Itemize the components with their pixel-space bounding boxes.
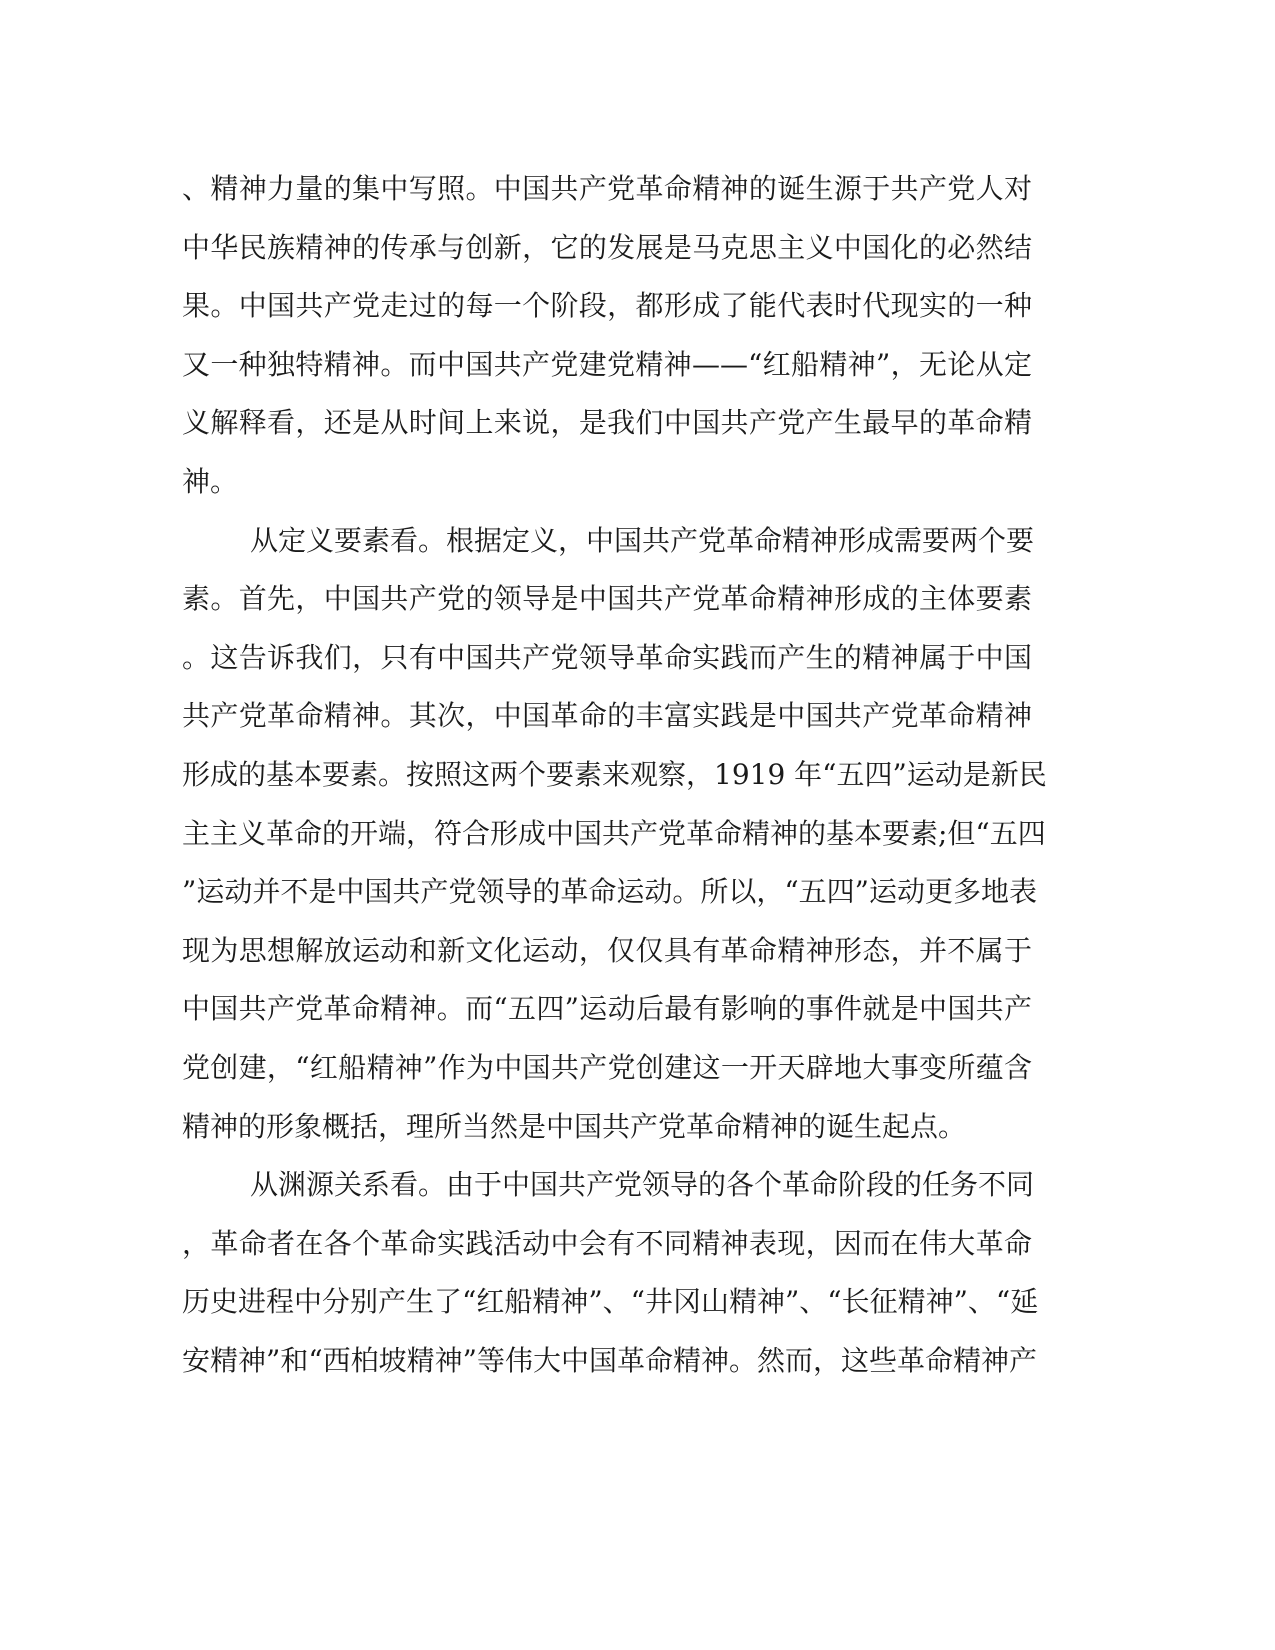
text-line: 神。 <box>182 464 239 498</box>
text-line: ”运动并不是中国共产党领导的革命运动。所以，“五四”运动更多地表 <box>182 875 1037 909</box>
text-line: ，革命者在各个革命实践活动中会有不同精神表现，因而在伟大革命 <box>182 1226 1032 1260</box>
text-line: 历史进程中分别产生了“红船精神”、“井冈山精神”、“长征精神”、“延 <box>182 1285 1039 1319</box>
text-line: 、精神力量的集中写照。中国共产党革命精神的诞生源于共产党人对 <box>182 172 1032 205</box>
body-text <box>182 160 1047 1390</box>
text-line: 党创建，“红船精神”作为中国共产党创建这一开天辟地大事变所蕴含 <box>182 1050 1032 1084</box>
text-line: 义解释看，还是从时间上来说，是我们中国共产党产生最早的革命精 <box>182 406 1032 440</box>
text-line: 形成的基本要素。按照这两个要素来观察，1919 年“五四”运动是新民 <box>182 757 1047 791</box>
text-line: 又一种独特精神。而中国共产党建党精神——“红船精神”，无论从定 <box>182 347 1032 381</box>
text-line: 中华民族精神的传承与创新，它的发展是马克思主义中国化的必然结 <box>182 230 1032 264</box>
text-line: 安精神”和“西柏坡精神”等伟大中国革命精神。然而，这些革命精神产 <box>182 1343 1037 1377</box>
text-line: 中国共产党革命精神。而“五四”运动后最有影响的事件就是中国共产 <box>182 992 1032 1026</box>
text-line: 主主义革命的开端，符合形成中国共产党革命精神的基本要素;但“五四 <box>182 816 1046 850</box>
text-line: 共产党革命精神。其次，中国革命的丰富实践是中国共产党革命精神 <box>182 699 1032 733</box>
text-line: 素。首先，中国共产党的领导是中国共产党革命精神形成的主体要素 <box>182 582 1032 616</box>
text-line: 。这告诉我们，只有中国共产党领导革命实践而产生的精神属于中国 <box>182 640 1032 674</box>
paragraph-first-line: 从定义要素看。根据定义，中国共产党革命精神形成需要两个要 <box>250 523 1035 557</box>
text-line: 果。中国共产党走过的每一个阶段，都形成了能代表时代现实的一种 <box>182 289 1032 323</box>
paragraph-first-line: 从渊源关系看。由于中国共产党领导的各个革命阶段的任务不同 <box>250 1168 1035 1202</box>
text-line: 现为思想解放运动和新文化运动，仅仅具有革命精神形态，并不属于 <box>182 933 1032 967</box>
text-line: 精神的形象概括，理所当然是中国共产党革命精神的诞生起点。 <box>182 1109 967 1143</box>
